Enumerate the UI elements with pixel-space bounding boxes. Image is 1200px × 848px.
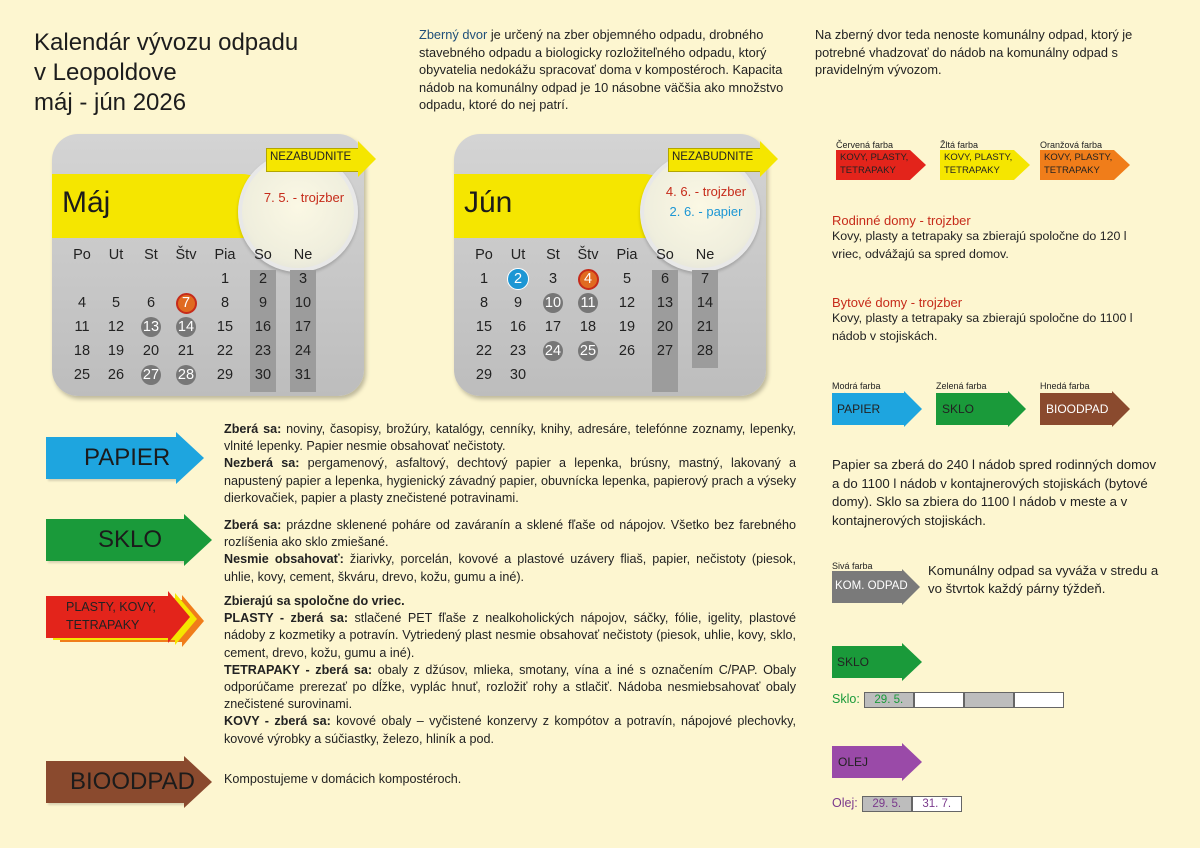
calendar-day: 8 [479,295,489,311]
weekday-header: Ne [293,247,313,263]
calendar-day: 21 [696,319,714,335]
olej-small-arrow [832,743,922,781]
block-houses-info [832,295,1152,345]
marked-day: 11 [578,293,598,313]
legend-label: PAPIER [837,402,881,416]
intro-body: je určený na zber objemného odpadu, drobného stavebného odpadu a biologicky rozložiteľného odpadu, ktorý obyvatelia nedokážu spracovať doma v kompostéroch. Kapacita nádob na komunálny odpad je 10 násobne väčšia ako množstvo odpadu, ktoré do nej patrí. [419,27,784,112]
marked-day: 13 [142,319,160,335]
calendar-day: 26 [107,367,125,383]
calendar-may [52,134,364,396]
olej-date-2: 31. 7. [912,796,962,812]
calendar-day: 15 [216,319,234,335]
calendar-day: 26 [618,343,636,359]
legend-label: KOVY, PLASTY, TETRAPAKY [840,152,909,176]
reminder-1: 4. 6. - trojzber [665,184,747,199]
intro-text [419,26,799,114]
calendar-june [454,134,766,396]
family-title: Rodinné domy - trojzber [832,213,971,228]
legend-label: BIOODPAD [1046,402,1109,416]
legend-brown [1040,381,1109,416]
papier-arrow [46,432,206,484]
calendar-day: 28 [696,343,714,359]
calendar-day: 17 [544,319,562,335]
calendar-day: 30 [509,367,527,383]
calendar-day [168,316,204,338]
calendar-day [168,364,204,386]
legend-blue [832,381,881,416]
papier-text: Zberá sa: noviny, časopisy, brožúry, katalógy, cenníky, knihy, adresáre, telefónne zoznamy, lepenky, vlnité lepenky. Papier nesmie obsahovať nečistoty. Nezberá sa: pergamenový, asfaltový, dechtový papier a lepenka, brúsny, mastný, lakovaný a napustený papier a lepenka, hygienický závadný papier, obuvnícka lepenka, papierový prach a výseky dierkovačiek, papier a plasty znečistené potravinami. [224,422,796,505]
calendar-day [535,292,571,314]
calendar-day [133,364,169,386]
legend-label: KOVY, PLASTY, TETRAPAKY [944,152,1013,176]
weekday-header: St [144,247,158,263]
calendar-day: 8 [220,295,230,311]
block-text: Kovy, plasty a tetrapaky sa zbierajú spoločne do 1100 l nádob v stojiskách. [832,311,1133,343]
legend-label: KOVY, PLASTY, TETRAPAKY [1044,152,1113,176]
month-name: Jún [464,186,513,219]
sklo-row-label: Sklo: [832,692,860,706]
intro-highlight: Zberný dvor [419,27,488,42]
bioodpad-arrow [46,756,216,808]
sklo-date-4 [1014,692,1064,708]
calendar-day: 12 [107,319,125,335]
calendar-day: 12 [618,295,636,311]
weekday-header: So [656,247,674,263]
calendar-day: 3 [548,271,558,287]
calendar-day: 16 [254,319,272,335]
calendar-day: 11 [74,319,90,335]
legend-grey [832,561,908,592]
title-line-3: máj - jún 2026 [34,89,187,116]
weekday-header: Štv [577,247,599,263]
legend-caption: Červená farba [836,140,894,150]
legend-green [936,381,987,416]
sklo-text: Zberá sa: prázdne sklenené poháre od zaváranín a sklené fľaše od nápojov. Všetko bez farebného rozlíšenia ako sklo zmiešané. Nesmie obsahovať: žiarivky, porcelán, kovové a plastové uzávery fliaš, papier, nečistoty (piesok, uhlie, kovy, cement, škváru, drevo, kožu, gumu a iné). [224,518,796,584]
calendar-day: 3 [298,271,308,287]
marked-day: 4 [578,269,599,290]
legend-caption: Žltá farba [940,140,979,150]
calendar-day: 6 [660,271,670,287]
sklo-date-2 [914,692,964,708]
weekday-header: Po [475,247,493,263]
reminder-1: 7. 5. - trojzber [263,190,345,205]
weekday-header: So [254,247,272,263]
calendar-day: 5 [622,271,632,287]
marked-day: 14 [177,319,195,335]
calendar-day: 1 [220,271,230,287]
family-text: Kovy, plasty a tetrapaky sa zbierajú spoločne do 120 l vriec, odvážajú sa spred domov. [832,229,1127,261]
calendar-day: 4 [77,295,87,311]
calendar-day: 29 [216,367,234,383]
intro2-text: Na zberný dvor teda nenoste komunálny odpad, ktorý je potrebné vhadzovať do nádob na komunálny odpad s pravidelným vývozom. [815,27,1133,77]
marked-day: 2 [507,268,529,290]
calendar-day: 20 [656,319,674,335]
legend-label: KOM. ODPAD [835,580,908,592]
marked-day: 25 [579,343,597,359]
calendar-day: 18 [73,343,91,359]
weekday-header: St [546,247,560,263]
marked-day: 24 [544,343,562,359]
calendar-day: 19 [618,319,636,335]
calendar-day [570,340,606,362]
calendar-day [168,292,204,314]
marked-day: 7 [176,293,197,314]
sklo-date-1: 29. 5. [864,692,914,708]
title-line-1: Kalendár vývozu odpadu [34,29,299,56]
bioodpad-label: BIOODPAD [70,768,195,795]
weekday-header: Po [73,247,91,263]
olej-dates-row [832,796,962,812]
weekday-header: Pia [214,247,236,263]
calendar-day: 1 [479,271,489,287]
legend-orange [1040,140,1113,176]
calendar-day [570,268,606,290]
calendar-day: 7 [700,271,710,287]
calendar-day: 5 [111,295,121,311]
legend-red [836,140,909,176]
month-name: Máj [62,186,111,219]
calendar-day: 19 [107,343,125,359]
calendar-day: 17 [294,319,312,335]
calendar-day: 27 [656,343,674,359]
legend-caption: Hnedá farba [1040,381,1090,391]
calendar-day: 9 [513,295,523,311]
weekday-header: Štv [175,247,197,263]
olej-date-1: 29. 5. [862,796,912,812]
plasty-label: PLASTY, KOVY, TETRAPAKY [66,600,156,632]
family-houses-info [832,213,1152,263]
nezabudnite-label: NEZABUDNITE [270,151,352,163]
legend-caption: Modrá farba [832,381,881,391]
calendar-day: 24 [294,343,312,359]
legend-caption: Zelená farba [936,381,987,391]
calendar-day: 21 [177,343,195,359]
calendar-day: 25 [73,367,91,383]
legend-caption: Sivá farba [832,561,873,571]
sklo-label: SKLO [98,526,163,553]
calendar-day [570,292,606,314]
plasty-text: Zbierajú sa spoločne do vriec. PLASTY - zberá sa: stlačené PET fľaše z nealkoholických nápojov, sáčky, fólie, igelity, plastové nádoby z kozmetiky a potravín. Vytriedený plast nesmie obsahovať nečistoty (piesok, uhlie, kovy, sklo, cement, drevo, kožu, gumu a iné). TETRAPAKY - zberá sa: obaly z džúsov, mlieka, smotany, vína a iné s označením C/PAP. Obaly odporúčame prerezať po dĺžke, vyplác hnuť, rozložiť rohy a stlačiť. Nádoba nesmiebsahovať obaly znečistené surovinami. KOVY - zberá sa: kovové obaly – vyčistené konzervy z kompótov a potravín, nápojové plechovky, kovové výrobky a súčiastky, železo, hliník a pod. [224,594,796,746]
sklo-small-label: SKLO [837,655,870,669]
calendar-day: 23 [254,343,272,359]
page-title [34,28,298,118]
sklo-arrow [46,514,216,566]
weekday-header: Ne [695,247,715,263]
sklo-small-arrow [832,643,922,681]
calendar-day: 18 [579,319,597,335]
legend-label: SKLO [942,402,975,416]
reminder-2: 2. 6. - papier [669,204,743,219]
calendar-day: 29 [475,367,493,383]
nezabudnite-label: NEZABUDNITE [672,151,754,163]
plasty-arrow [46,592,206,648]
calendar-day: 31 [294,367,312,383]
calendar-day: 10 [294,295,312,311]
calendar-day: 15 [475,319,493,335]
calendar-day: 9 [258,295,268,311]
kom-text: Komunálny odpad sa vyváža v stredu a vo štvrtok každý párny týždeň. [928,563,1159,596]
weekday-header: Pia [616,247,638,263]
marked-day: 10 [544,295,562,311]
sklo-dates-row [832,692,1064,708]
calendar-day: 16 [509,319,527,335]
calendar-day [500,268,536,290]
calendar-day: 14 [696,295,714,311]
olej-small-label: OLEJ [838,755,869,769]
weekday-header: Ut [510,247,526,263]
calendar-day: 22 [475,343,493,359]
weekday-header: Ut [108,247,124,263]
legend-caption: Oranžová farba [1040,140,1103,150]
calendar-day [133,316,169,338]
calendar-day: 13 [656,295,674,311]
block-title: Bytové domy - trojzber [832,295,963,310]
paper-glass-text: Papier sa zberá do 240 l nádob spred rodinných domov a do 1100 l nádob v kontajnerových stojiskách (bytové domy). Sklo sa zbiera do 1100 l nádob v meste a v kontajnerových stojiskách. [832,457,1157,528]
marked-day: 28 [177,367,195,383]
olej-row-label: Olej: [832,796,858,810]
title-line-2: v Leopoldove [34,59,177,86]
calendar-day: 20 [142,343,160,359]
calendar-day: 6 [146,295,156,311]
nezabudnite-tag [668,141,778,177]
calendar-day: 22 [216,343,234,359]
bioodpad-text: Kompostujeme v domácich kompostéroch. [224,772,462,786]
calendar-day: 2 [258,271,268,287]
sklo-date-3 [964,692,1014,708]
marked-day: 27 [142,367,160,383]
legend-yellow [940,140,1013,176]
calendar-day: 30 [254,367,272,383]
nezabudnite-tag [266,141,376,177]
papier-label: PAPIER [84,444,171,471]
calendar-day: 23 [509,343,527,359]
calendar-day [535,340,571,362]
